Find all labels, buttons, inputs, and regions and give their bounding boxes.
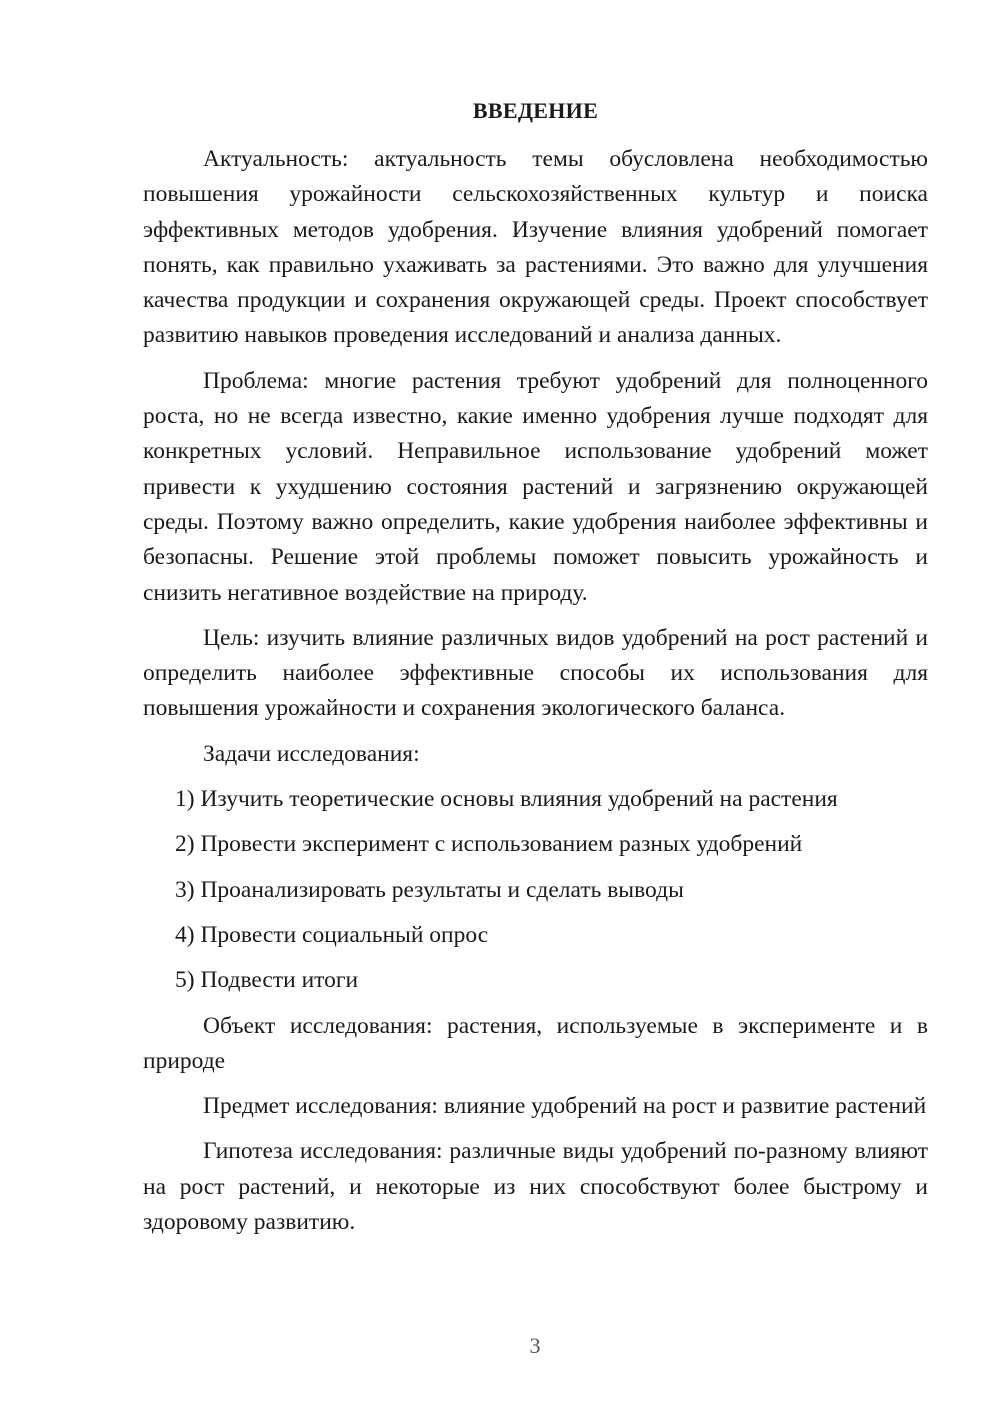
task-item-4: 4) Провести социальный опрос <box>175 921 489 948</box>
paragraph-object: Объект исследования: растения, используемые в эксперименте и в природе <box>143 1012 928 1074</box>
paragraph-relevance: Актуальность: актуальность темы обусловлена необходимостью повышения урожайности сельскохозяйственных культур и поиска эффективных методов удобрения. Изучение влияния удобрений помогает понять, как правильно ухаживать за растениями. Это важно для улучшения качества продукции и сохранения окружающей среды. Проект способствует развитию навыков проведения исследований и анализа данных. <box>143 146 928 349</box>
task-item-3: 3) Проанализировать результаты и сделать выводы <box>175 876 684 903</box>
document-body <box>143 142 928 1250</box>
tasks-heading: Задачи исследования: <box>203 740 420 767</box>
task-item-1: 1) Изучить теоретические основы влияния удобрений на растения <box>175 786 838 813</box>
paragraph-problem: Проблема: многие растения требуют удобрений для полноценного роста, но не всегда известно, какие именно удобрения лучше подходят для конкретных условий. Неправильное использование удобрений может привести к ухудшению состояния растений и загрязнению окружающей среды. Поэтому важно определить, какие удобрения наиболее эффективны и безопасны. Решение этой проблемы поможет повысить урожайность и снизить негативное воздействие на природу. <box>143 367 928 606</box>
task-item-2: 2) Провести эксперимент с использованием разных удобрений <box>175 831 803 858</box>
paragraph-goal: Цель: изучить влияние различных видов удобрений на рост растений и определить наиболее эффективные способы их использования для повышения урожайности и сохранения экологического баланса. <box>143 624 928 722</box>
paragraph-subject: Предмет исследования: влияние удобрений на рост и развитие растений <box>203 1093 927 1120</box>
section-title: ВВЕДЕНИЕ <box>472 98 599 123</box>
task-item-5: 5) Подвести итоги <box>175 967 359 994</box>
paragraph-hypothesis: Гипотеза исследования: различные виды удобрений по-разному влияют на рост растений, и некоторые из них способствуют более быстрому и здоровому развитию. <box>143 1138 928 1236</box>
page-number: 3 <box>529 1333 541 1358</box>
